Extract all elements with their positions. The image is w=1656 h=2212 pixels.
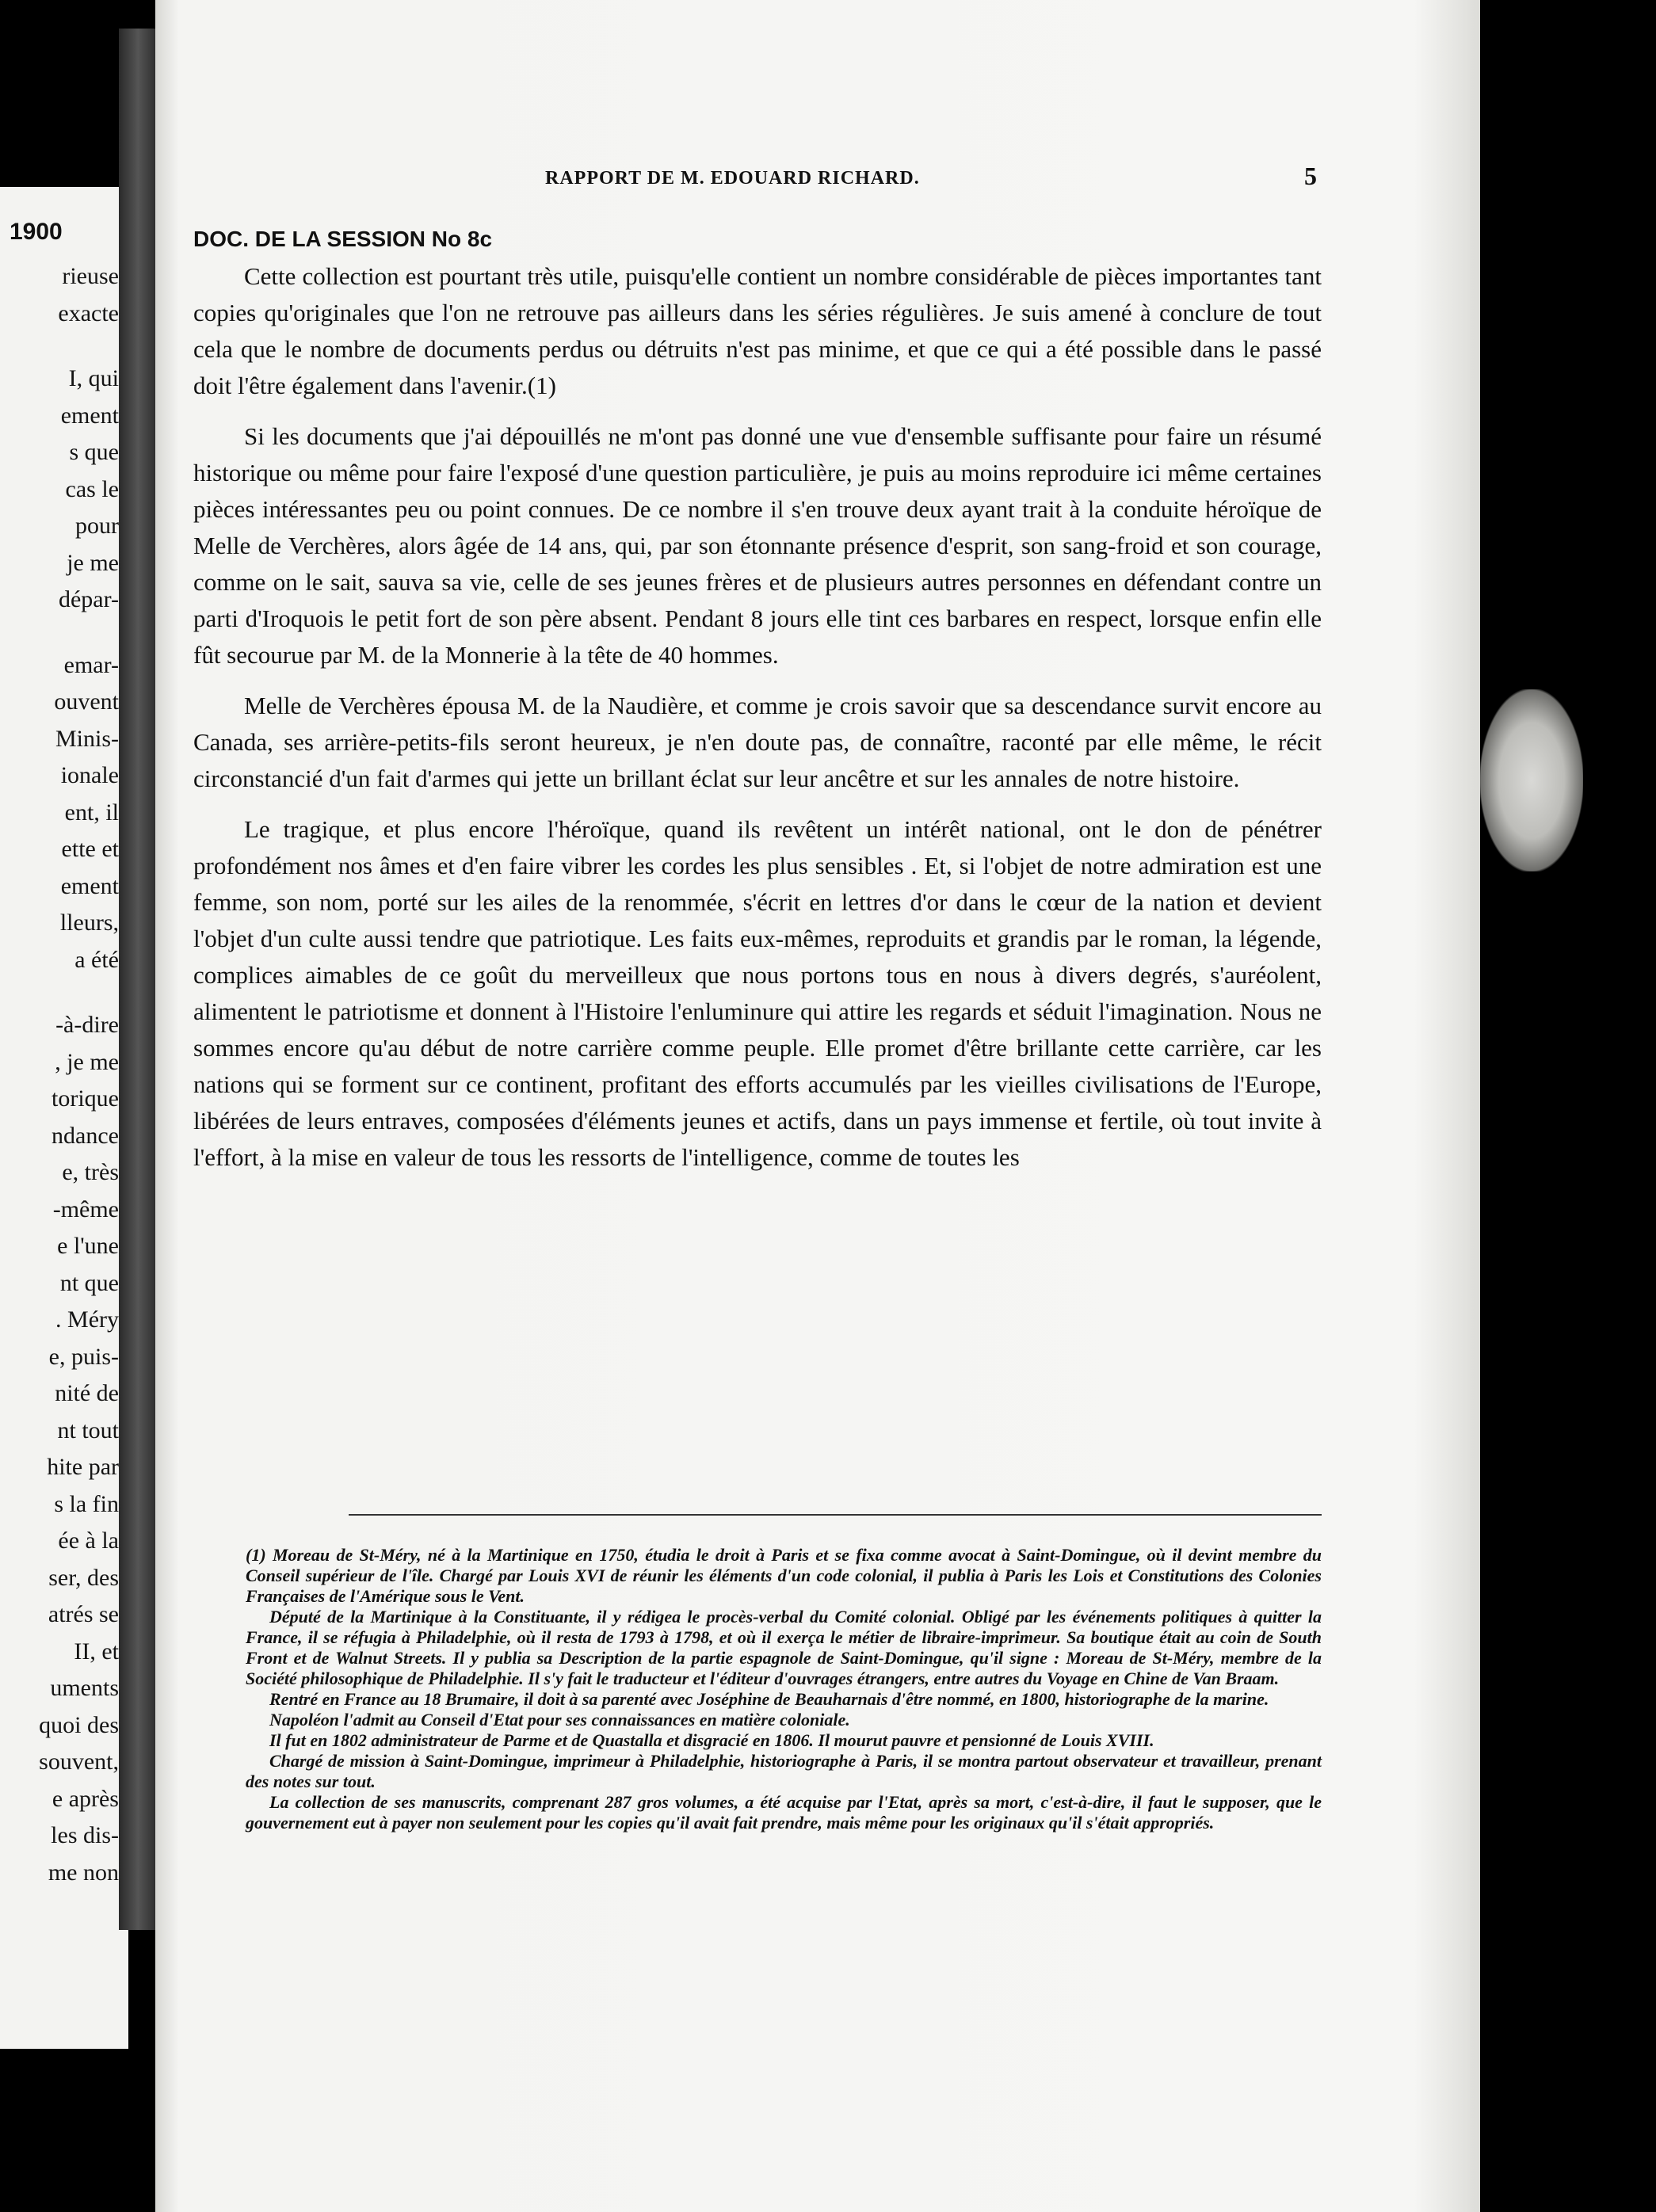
main-text: [193, 258, 1322, 1190]
facing-page-line: II, et: [74, 1638, 119, 1665]
facing-page-line: torique: [52, 1085, 119, 1112]
footnote: Chargé de mission à Saint-Domingue, imprimeur à Philadelphie, historiographe à Paris, il se montra partout observateur et travailleur, prenant des notes sur tout.: [246, 1751, 1322, 1791]
facing-page-line: ndance: [52, 1122, 119, 1149]
facing-page-line: e, très: [62, 1159, 119, 1185]
facing-page-line: je me: [67, 549, 119, 576]
footnotes: [246, 1545, 1322, 1833]
scan-background: [1480, 0, 1656, 2212]
facing-page-line: ement: [60, 872, 119, 899]
facing-page-line: pour: [75, 513, 119, 539]
facing-page-line: Minis-: [55, 725, 119, 752]
facing-page-line: a été: [74, 946, 119, 973]
facing-page-line: , je me: [55, 1048, 119, 1075]
facing-page-line: ement: [60, 402, 119, 429]
facing-page-line: hite par: [47, 1454, 119, 1480]
footnote: Rentré en France au 18 Brumaire, il doit à sa parenté avec Joséphine de Beauharnais d'être nommé, en 1800, historiographe de la marine.: [269, 1689, 1269, 1709]
footnote-rule: [349, 1514, 1322, 1516]
footnote: Député de la Martinique à la Constituante, il y rédigea le procès-verbal du Comité colonial. Obligé par les événements politiques à quitter la France, il se réfugia à Philadelphie, où il resta de 1793 à 1798, et où il exerça le métier de libraire-imprimeur. Sa boutique était au coin de South Front et de Walnut Streets. Il y publia sa Description de la partie espagnole de Saint-Domingue, qu'il signe : Moreau de St-Méry, membre de la Société philosophique de Philadelphie. Il s'y fait le traducteur et l'éditeur d'ouvrages étrangers, entre autres du Voyage en Chine de Van Braam.: [246, 1607, 1322, 1688]
facing-page-line: nt que: [59, 1269, 119, 1296]
facing-page-line: ouvent: [54, 688, 119, 715]
facing-page-line: s la fin: [54, 1490, 119, 1517]
facing-page-fragment: [0, 187, 128, 2049]
facing-page-line: exacte: [58, 299, 119, 326]
footnote: (1) Moreau de St-Méry, né à la Martinique en 1750, étudia le droit à Paris et se fixa comme avocat à Saint-Domingue, où il devint membre du Conseil supérieur de l'île. Chargé par Louis XVI de réunir les éléments d'un code colonial, il publia à Paris les Lois et Constitutions des Colonies Françaises de l'Amérique sous le Vent.: [246, 1545, 1322, 1606]
paragraph: Cette collection est pourtant très utile, puisqu'elle contient un nombre considérable de pièces importantes tant copies qu'originales que l'on ne retrouve pas ailleurs dans les séries régulières. Je suis amené à conclure de tout cela que le nombre de documents perdus ou détruits n'est pas minime, et que ce qui a été possible dans le passé doit l'être également dans l'avenir.(1): [193, 262, 1322, 399]
page-number: 5: [1304, 162, 1317, 190]
facing-page-line: ent, il: [64, 799, 119, 826]
page-stain: [1480, 689, 1583, 871]
facing-page-line: -à-dire: [55, 1012, 119, 1038]
facing-page-line: souvent,: [39, 1749, 119, 1775]
paragraph: Si les documents que j'ai dépouillés ne m'ont pas donné une vue d'ensemble suffisante pour faire un résumé historique ou même pour faire l'exposé d'une question particulière, je puis au moins reproduire ici même certaines pièces intéressantes peu ou point connues. De ce nombre il s'en trouve deux ayant trait à la conduite héroïque de Melle de Verchères, alors âgée de 14 ans, qui, par son étonnante présence d'esprit, son sang-froid et son courage, comme on le sait, sauva sa vie, celle de ses jeunes frères et de plusieurs autres personnes en défendant contre un parti d'Iroquois le petit fort de son père absent. Pendant 8 jours elle tint ces barbares en respect, lorsque enfin elle fût secourue par M. de la Monnerie à la tête de 40 hommes.: [193, 422, 1322, 669]
facing-page-line: emar-: [63, 651, 119, 678]
paragraph: Melle de Verchères épousa M. de la Naudière, et comme je crois savoir que sa descendance survit encore au Canada, ses arrière-petits-fils seront heureux, je n'en doute pas, de connaître, raconté par elle même, le récit circonstancié d'un fait d'armes qui jette un brillant éclat sur leur ancêtre et sur les annales de notre histoire.: [193, 692, 1322, 792]
paragraph: Le tragique, et plus encore l'héroïque, quand ils revêtent un intérêt national, ont le don de pénétrer profondément nos âmes et d'en faire vibrer les cordes les plus sensibles . Et, si l'objet de notre admiration est une femme, son nom, porté sur les ailes de la renommée, s'écrit en lettres d'or dans le cœur de la nation et devient l'objet d'un culte aussi tendre que patriotique. Les faits eux-mêmes, reproduits et grandis par le roman, la légende, complices aimables de ce goût du merveilleux que nous portons tous en nous à divers degrés, s'auréolent, alimentent le patriotisme et donnent à l'Histoire l'enluminure qui attire les regards et séduit l'imagination. Nous ne sommes encore qu'au début de notre carrière comme peuple. Elle promet d'être brillante cette carrière, car les nations qui se forment sur ce continent, profitant des efforts accumulés par les vieilles civilisations de l'Europe, libérées de leurs entraves, composées d'éléments jeunes et actifs, dans un pays immense et fertile, où tout invite à l'effort, à la mise en valeur de tous les ressorts de l'intelligence, comme de toutes les: [193, 815, 1322, 1171]
facing-page-line: ionale: [60, 762, 119, 788]
facing-page-line: s que: [69, 439, 119, 465]
facing-page-line: nt tout: [57, 1417, 119, 1444]
facing-page-line: quoi des: [39, 1711, 119, 1738]
facing-page-line: dépar-: [58, 586, 119, 612]
facing-page-line: cas le: [65, 475, 119, 502]
facing-page-year: 1900: [10, 219, 63, 245]
facing-page-line: uments: [50, 1675, 119, 1701]
facing-page-line: me non: [48, 1859, 119, 1886]
facing-page-line: ette et: [61, 836, 119, 862]
footnote: La collection de ses manuscrits, comprenant 287 gros volumes, a été acquise par l'Etat, après sa mort, c'est-à-dire, il faut le supposer, que le gouvernement eut à payer non seulement pour les copies qu'il avait fait prendre, mais même pour les originaux qu'il s'était appropriés.: [246, 1792, 1322, 1833]
facing-page-line: lleurs,: [59, 910, 119, 936]
facing-page-line: ée à la: [58, 1527, 119, 1554]
session-label: DOC. DE LA SESSION No 8c: [193, 227, 493, 251]
facing-page-line: les dis-: [51, 1822, 119, 1848]
facing-page-line: rieuse: [62, 263, 119, 289]
facing-page-line: atrés se: [48, 1601, 119, 1627]
facing-page-line: . Méry: [55, 1306, 119, 1333]
facing-page-line: nité de: [55, 1380, 119, 1406]
facing-page-line: e après: [52, 1785, 119, 1812]
facing-page-line: ser, des: [48, 1564, 119, 1591]
footnote: Napoléon l'admit au Conseil d'Etat pour ses connaissances en matière coloniale.: [269, 1710, 850, 1730]
facing-page-line: e, puis-: [48, 1343, 119, 1370]
facing-page-line: e l'une: [57, 1233, 119, 1259]
facing-page-line: I, qui: [68, 365, 119, 391]
running-head: RAPPORT DE M. EDOUARD RICHARD.: [545, 168, 920, 189]
footnote: Il fut en 1802 administrateur de Parme et de Quastalla et disgracié en 1806. Il mourut pauvre et pensionné de Louis XVIII.: [269, 1730, 1154, 1750]
facing-page-line: -même: [52, 1196, 119, 1222]
